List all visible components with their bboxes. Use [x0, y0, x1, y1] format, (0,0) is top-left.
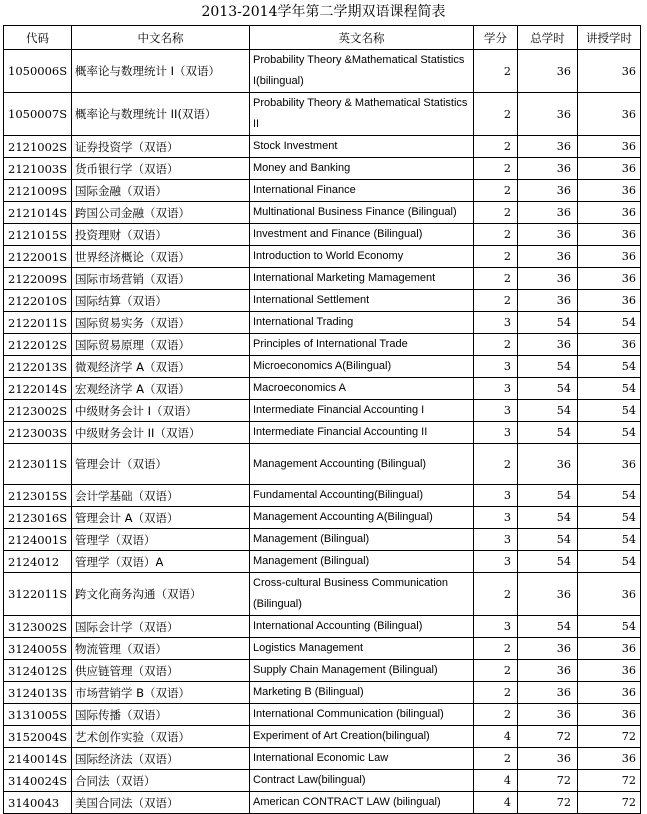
course-lecture-hours: 72 — [578, 792, 641, 814]
course-chinese-name: 世界经济概论（双语） — [72, 246, 250, 268]
course-chinese-name: 跨国公司金融（双语） — [72, 202, 250, 224]
course-total-hours: 54 — [518, 485, 578, 507]
course-code: 3122011S — [4, 573, 72, 616]
course-total-hours: 36 — [518, 290, 578, 312]
table-row — [4, 529, 641, 551]
course-total-hours: 54 — [518, 356, 578, 378]
course-english-name: International Trading — [250, 312, 474, 334]
course-lecture-hours: 36 — [578, 660, 641, 682]
course-credits: 2 — [474, 704, 518, 726]
course-chinese-name: 艺术创作实验（双语） — [72, 726, 250, 748]
course-total-hours: 36 — [518, 444, 578, 485]
course-lecture-hours: 72 — [578, 726, 641, 748]
table-row — [4, 136, 641, 158]
course-lecture-hours: 36 — [578, 268, 641, 290]
course-total-hours: 54 — [518, 422, 578, 444]
course-total-hours: 72 — [518, 792, 578, 814]
course-english-name: Management Accounting A(Bilingual) — [250, 507, 474, 529]
course-english-name: Management (Bilingual) — [250, 551, 474, 573]
table-row — [4, 334, 641, 356]
course-lecture-hours: 36 — [578, 290, 641, 312]
course-credits: 2 — [474, 638, 518, 660]
course-total-hours: 36 — [518, 660, 578, 682]
course-code: 2121009S — [4, 180, 72, 202]
course-total-hours: 54 — [518, 507, 578, 529]
table-row — [4, 378, 641, 400]
course-english-name: Experiment of Art Creation(bilingual) — [250, 726, 474, 748]
course-lecture-hours: 36 — [578, 704, 641, 726]
table-row — [4, 312, 641, 334]
course-code: 2122012S — [4, 334, 72, 356]
course-credits: 2 — [474, 573, 518, 616]
course-credits: 4 — [474, 792, 518, 814]
course-credits: 2 — [474, 224, 518, 246]
course-credits: 2 — [474, 748, 518, 770]
table-row — [4, 792, 641, 814]
course-credits: 2 — [474, 180, 518, 202]
course-lecture-hours: 54 — [578, 356, 641, 378]
course-code: 3124013S — [4, 682, 72, 704]
course-english-name: Probability Theory & Mathematical Statistics II — [250, 93, 474, 136]
course-code: 3123002S — [4, 616, 72, 638]
course-total-hours: 36 — [518, 704, 578, 726]
course-code: 2121015S — [4, 224, 72, 246]
course-english-name: Introduction to World Economy — [250, 246, 474, 268]
course-english-name: Money and Banking — [250, 158, 474, 180]
course-code: 3140024S — [4, 770, 72, 792]
course-total-hours: 54 — [518, 529, 578, 551]
course-lecture-hours: 72 — [578, 770, 641, 792]
header-lecture-hours: 讲授学时 — [578, 26, 641, 50]
course-code: 2121002S — [4, 136, 72, 158]
course-total-hours: 54 — [518, 378, 578, 400]
course-chinese-name: 国际贸易原理（双语） — [72, 334, 250, 356]
course-lecture-hours: 54 — [578, 551, 641, 573]
course-code: 2122013S — [4, 356, 72, 378]
course-total-hours: 54 — [518, 616, 578, 638]
course-english-name: International Economic Law — [250, 748, 474, 770]
course-english-name: Intermediate Financial Accounting I — [250, 400, 474, 422]
course-chinese-name: 市场营销学 B（双语） — [72, 682, 250, 704]
course-chinese-name: 合同法（双语） — [72, 770, 250, 792]
table-row — [4, 290, 641, 312]
course-credits: 4 — [474, 770, 518, 792]
table-row — [4, 660, 641, 682]
course-credits: 3 — [474, 422, 518, 444]
course-total-hours: 36 — [518, 268, 578, 290]
page-title: 2013-2014学年第二学期双语课程简表 — [201, 4, 446, 20]
course-chinese-name: 概率论与数理统计 II(双语） — [72, 93, 250, 136]
course-credits: 2 — [474, 268, 518, 290]
course-english-name: Principles of International Trade — [250, 334, 474, 356]
course-lecture-hours: 36 — [578, 50, 641, 93]
course-lecture-hours: 36 — [578, 180, 641, 202]
course-credits: 3 — [474, 485, 518, 507]
table-body — [4, 50, 641, 814]
course-chinese-name: 中级财务会计 I（双语） — [72, 400, 250, 422]
course-lecture-hours: 54 — [578, 507, 641, 529]
course-lecture-hours: 36 — [578, 444, 641, 485]
header-total-hours: 总学时 — [518, 26, 578, 50]
course-credits: 4 — [474, 726, 518, 748]
course-credits: 2 — [474, 660, 518, 682]
course-code: 3131005S — [4, 704, 72, 726]
course-chinese-name: 国际传播（双语） — [72, 704, 250, 726]
course-credits: 2 — [474, 444, 518, 485]
course-lecture-hours: 54 — [578, 312, 641, 334]
course-total-hours: 72 — [518, 726, 578, 748]
course-english-name: Management Accounting (Bilingual) — [250, 444, 474, 485]
course-chinese-name: 国际经济法（双语） — [72, 748, 250, 770]
course-english-name: Macroeconomics A — [250, 378, 474, 400]
course-code: 1050007S — [4, 93, 72, 136]
course-total-hours: 36 — [518, 638, 578, 660]
course-english-name: Fundamental Accounting(Bilingual) — [250, 485, 474, 507]
course-lecture-hours: 54 — [578, 422, 641, 444]
table-row — [4, 507, 641, 529]
table-row — [4, 224, 641, 246]
course-english-name: Management (Bilingual) — [250, 529, 474, 551]
table-row — [4, 93, 641, 136]
course-lecture-hours: 54 — [578, 400, 641, 422]
course-english-name: Supply Chain Management (Bilingual) — [250, 660, 474, 682]
course-credits: 3 — [474, 312, 518, 334]
course-credits: 2 — [474, 93, 518, 136]
course-lecture-hours: 36 — [578, 573, 641, 616]
course-total-hours: 72 — [518, 770, 578, 792]
course-code: 3124012S — [4, 660, 72, 682]
table-row — [4, 770, 641, 792]
course-credits: 3 — [474, 616, 518, 638]
course-code: 2122001S — [4, 246, 72, 268]
course-chinese-name: 供应链管理（双语） — [72, 660, 250, 682]
course-english-name: International Settlement — [250, 290, 474, 312]
course-total-hours: 36 — [518, 158, 578, 180]
course-total-hours: 36 — [518, 180, 578, 202]
course-english-name: Cross-cultural Business Communication (Bilingual) — [250, 573, 474, 616]
course-code: 1050006S — [4, 50, 72, 93]
table-row — [4, 356, 641, 378]
table-row — [4, 551, 641, 573]
table-row — [4, 748, 641, 770]
course-chinese-name: 中级财务会计 II（双语） — [72, 422, 250, 444]
course-chinese-name: 国际市场营销（双语） — [72, 268, 250, 290]
course-total-hours: 36 — [518, 334, 578, 356]
table-row — [4, 616, 641, 638]
course-credits: 3 — [474, 551, 518, 573]
course-chinese-name: 国际结算（双语） — [72, 290, 250, 312]
course-lecture-hours: 36 — [578, 224, 641, 246]
course-english-name: International Marketing Mamagement — [250, 268, 474, 290]
course-english-name: International Finance — [250, 180, 474, 202]
course-chinese-name: 国际会计学（双语） — [72, 616, 250, 638]
course-english-name: International Communication (bilingual) — [250, 704, 474, 726]
course-chinese-name: 会计学基础（双语） — [72, 485, 250, 507]
course-code: 2123016S — [4, 507, 72, 529]
course-credits: 2 — [474, 136, 518, 158]
course-credits: 2 — [474, 202, 518, 224]
table-row — [4, 638, 641, 660]
course-english-name: Stock Investment — [250, 136, 474, 158]
course-english-name: Microeconomics A(Bilingual) — [250, 356, 474, 378]
course-code: 2140014S — [4, 748, 72, 770]
course-chinese-name: 美国合同法（双语） — [72, 792, 250, 814]
course-lecture-hours: 36 — [578, 682, 641, 704]
course-code: 2122010S — [4, 290, 72, 312]
course-credits: 3 — [474, 507, 518, 529]
course-code: 2123011S — [4, 444, 72, 485]
table-row — [4, 704, 641, 726]
course-total-hours: 36 — [518, 748, 578, 770]
course-lecture-hours: 36 — [578, 334, 641, 356]
course-lecture-hours: 36 — [578, 93, 641, 136]
course-credits: 2 — [474, 50, 518, 93]
course-lecture-hours: 36 — [578, 748, 641, 770]
course-code: 3152004S — [4, 726, 72, 748]
course-total-hours: 36 — [518, 682, 578, 704]
table-row — [4, 485, 641, 507]
course-code: 2122011S — [4, 312, 72, 334]
course-english-name: Probability Theory &Mathematical Statistics I(bilingual) — [250, 50, 474, 93]
course-chinese-name: 货币银行学（双语） — [72, 158, 250, 180]
table-row — [4, 268, 641, 290]
course-credits: 2 — [474, 682, 518, 704]
course-english-name: Intermediate Financial Accounting II — [250, 422, 474, 444]
table-header-row — [4, 26, 641, 50]
course-code: 3124005S — [4, 638, 72, 660]
course-chinese-name: 微观经济学 A（双语） — [72, 356, 250, 378]
course-code: 2121003S — [4, 158, 72, 180]
course-total-hours: 36 — [518, 93, 578, 136]
table-row — [4, 682, 641, 704]
table-row — [4, 158, 641, 180]
course-english-name: Logistics Management — [250, 638, 474, 660]
course-total-hours: 36 — [518, 224, 578, 246]
course-lecture-hours: 36 — [578, 158, 641, 180]
course-credits: 3 — [474, 529, 518, 551]
course-total-hours: 36 — [518, 573, 578, 616]
course-credits: 2 — [474, 290, 518, 312]
course-chinese-name: 管理会计（双语） — [72, 444, 250, 485]
table-row — [4, 444, 641, 485]
course-credits: 3 — [474, 378, 518, 400]
course-total-hours: 36 — [518, 202, 578, 224]
course-chinese-name: 跨文化商务沟通（双语） — [72, 573, 250, 616]
course-chinese-name: 证券投资学（双语） — [72, 136, 250, 158]
course-chinese-name: 国际金融（双语） — [72, 180, 250, 202]
course-code: 2124001S — [4, 529, 72, 551]
table-row — [4, 180, 641, 202]
course-total-hours: 36 — [518, 246, 578, 268]
course-chinese-name: 物流管理（双语） — [72, 638, 250, 660]
course-lecture-hours: 54 — [578, 529, 641, 551]
course-code: 2123003S — [4, 422, 72, 444]
course-total-hours: 54 — [518, 551, 578, 573]
course-english-name: Marketing B (Bilingual) — [250, 682, 474, 704]
course-chinese-name: 宏观经济学 A（双语） — [72, 378, 250, 400]
course-total-hours: 36 — [518, 50, 578, 93]
header-chinese-name: 中文名称 — [72, 26, 250, 50]
course-lecture-hours: 54 — [578, 378, 641, 400]
course-total-hours: 36 — [518, 136, 578, 158]
course-code: 2121014S — [4, 202, 72, 224]
course-english-name: Investment and Finance (Bilingual) — [250, 224, 474, 246]
course-english-name: Contract Law(bilingual) — [250, 770, 474, 792]
course-english-name: American CONTRACT LAW (bilingual) — [250, 792, 474, 814]
course-chinese-name: 投资理财（双语） — [72, 224, 250, 246]
table-row — [4, 202, 641, 224]
course-code: 2123002S — [4, 400, 72, 422]
table-row — [4, 573, 641, 616]
course-english-name: International Accounting (Bilingual) — [250, 616, 474, 638]
course-total-hours: 54 — [518, 400, 578, 422]
header-credits: 学分 — [474, 26, 518, 50]
table-row — [4, 400, 641, 422]
course-lecture-hours: 36 — [578, 638, 641, 660]
course-english-name: Multinational Business Finance (Bilingual) — [250, 202, 474, 224]
course-lecture-hours: 36 — [578, 136, 641, 158]
course-chinese-name: 管理学（双语）A — [72, 551, 250, 573]
course-credits: 2 — [474, 246, 518, 268]
course-credits: 3 — [474, 400, 518, 422]
table-row — [4, 246, 641, 268]
course-total-hours: 54 — [518, 312, 578, 334]
course-chinese-name: 概率论与数理统计 I（双语） — [72, 50, 250, 93]
course-code: 2122009S — [4, 268, 72, 290]
course-lecture-hours: 54 — [578, 616, 641, 638]
course-credits: 3 — [474, 356, 518, 378]
table-row — [4, 726, 641, 748]
course-lecture-hours: 54 — [578, 485, 641, 507]
course-code: 2122014S — [4, 378, 72, 400]
course-table — [3, 25, 641, 814]
course-code: 3140043 — [4, 792, 72, 814]
course-lecture-hours: 36 — [578, 202, 641, 224]
course-lecture-hours: 36 — [578, 246, 641, 268]
course-chinese-name: 国际贸易实务（双语） — [72, 312, 250, 334]
course-chinese-name: 管理学（双语） — [72, 529, 250, 551]
course-code: 2124012 — [4, 551, 72, 573]
header-code: 代码 — [4, 26, 72, 50]
course-code: 2123015S — [4, 485, 72, 507]
course-credits: 2 — [474, 334, 518, 356]
header-english-name: 英文名称 — [250, 26, 474, 50]
table-row — [4, 422, 641, 444]
table-row — [4, 50, 641, 93]
course-chinese-name: 管理会计 A（双语） — [72, 507, 250, 529]
course-credits: 2 — [474, 158, 518, 180]
